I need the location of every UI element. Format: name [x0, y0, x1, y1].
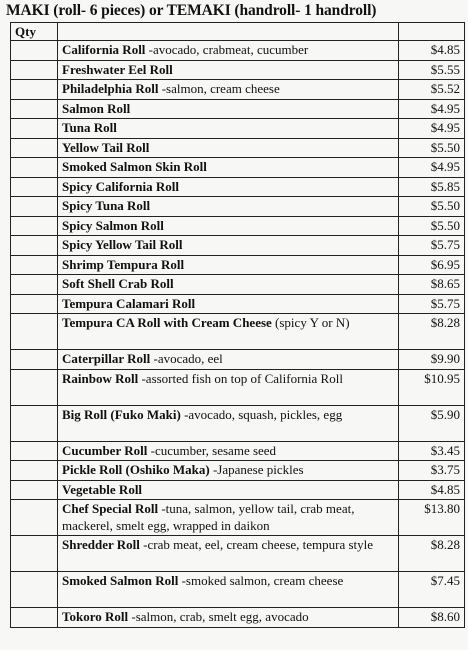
- item-cell: [58, 236, 399, 256]
- menu-item-row: [11, 216, 465, 236]
- menu-item-row: [11, 369, 465, 405]
- item-description: -salmon, crab, smelt egg, avocado: [128, 609, 309, 624]
- item-description: -avocado, squash, pickles, egg: [180, 406, 343, 422]
- qty-cell: [11, 255, 58, 275]
- item-price: $5.75: [399, 236, 465, 256]
- item-price: $5.52: [399, 80, 465, 100]
- item-price: $4.95: [399, 119, 465, 139]
- item-description: -tuna, salmon, yellow tail, crab meat, mackerel, smelt egg, wrapped in daikon: [62, 501, 355, 533]
- item-price: $7.45: [399, 572, 465, 608]
- item-cell: [58, 500, 399, 536]
- item-cell: [58, 138, 399, 158]
- item-cell: [58, 572, 399, 608]
- qty-header: Qty: [11, 23, 58, 41]
- item-cell: [58, 197, 399, 217]
- item-cell: [58, 275, 399, 295]
- item-name: Shrimp Tempura Roll: [62, 256, 185, 272]
- qty-cell: [11, 405, 58, 441]
- menu-item-row: [11, 294, 465, 314]
- item-header: [58, 23, 399, 41]
- item-name: Chef Special Roll: [62, 501, 159, 516]
- item-description: -salmon, cream cheese: [158, 81, 280, 96]
- item-cell: [58, 255, 399, 275]
- item-cell: [58, 99, 399, 119]
- price-header: [399, 23, 465, 41]
- qty-cell: [11, 197, 58, 217]
- item-cell: [58, 294, 399, 314]
- item-name: Caterpillar Roll: [62, 351, 151, 366]
- menu-item-row: [11, 350, 465, 370]
- menu-item-row: [11, 461, 465, 481]
- item-description: -cucumber, sesame seed: [147, 442, 277, 458]
- item-price: $6.95: [399, 255, 465, 275]
- item-name: Salmon Roll: [62, 100, 131, 116]
- item-price: $8.60: [399, 608, 465, 628]
- item-name: Spicy Yellow Tail Roll: [62, 237, 183, 252]
- qty-cell: [11, 216, 58, 236]
- qty-cell: [11, 350, 58, 370]
- item-description: -assorted fish on top of California Roll: [138, 370, 343, 386]
- item-cell: [58, 480, 399, 500]
- item-price: $4.85: [399, 41, 465, 61]
- item-cell: [58, 461, 399, 481]
- item-description: (spicy Y or N): [271, 315, 350, 330]
- qty-cell: [11, 480, 58, 500]
- item-price: $10.95: [399, 369, 465, 405]
- section-heading: MAKI (roll- 6 pieces) or TEMAKI (handroll- 1 handroll): [6, 2, 377, 19]
- item-name: Tokoro Roll: [62, 609, 129, 624]
- qty-cell: [11, 119, 58, 139]
- qty-cell: [11, 41, 58, 61]
- item-cell: [58, 80, 399, 100]
- qty-cell: [11, 60, 58, 80]
- item-price: $3.45: [399, 441, 465, 461]
- qty-cell: [11, 80, 58, 100]
- menu-item-row: [11, 500, 465, 536]
- item-cell: [58, 119, 399, 139]
- menu-item-row: [11, 41, 465, 61]
- menu-item-row: [11, 80, 465, 100]
- item-description: -avocado, crabmeat, cucumber: [145, 42, 309, 57]
- qty-cell: [11, 572, 58, 608]
- item-name: Cucumber Roll: [62, 442, 148, 458]
- menu-item-row: [11, 99, 465, 119]
- item-description: -crab meat, eel, cream cheese, tempura style: [139, 537, 374, 552]
- qty-cell: [11, 177, 58, 197]
- qty-cell: [11, 536, 58, 572]
- item-description: -smoked salmon, cream cheese: [178, 573, 344, 588]
- item-price: $5.50: [399, 138, 465, 158]
- item-name: Freshwater Eel Roll: [62, 61, 173, 77]
- menu-item-row: [11, 314, 465, 350]
- item-name: Tempura CA Roll with Cream Cheese: [62, 315, 272, 330]
- item-price: $4.85: [399, 480, 465, 500]
- item-name: Tempura Calamari Roll: [62, 295, 196, 311]
- menu-item-row: [11, 536, 465, 572]
- qty-cell: [11, 441, 58, 461]
- item-cell: [58, 405, 399, 441]
- item-name: Smoked Salmon Skin Roll: [62, 159, 207, 174]
- menu-rows: [11, 41, 465, 628]
- item-price: $9.90: [399, 350, 465, 370]
- qty-cell: [11, 294, 58, 314]
- item-price: $8.28: [399, 314, 465, 350]
- item-price: $8.65: [399, 275, 465, 295]
- item-price: $3.75: [399, 461, 465, 481]
- menu-item-row: [11, 177, 465, 197]
- item-name: Shredder Roll: [62, 537, 140, 552]
- item-name: Spicy Salmon Roll: [62, 217, 164, 233]
- item-price: $8.28: [399, 536, 465, 572]
- menu-item-row: [11, 608, 465, 628]
- item-cell: [58, 350, 399, 370]
- item-name: Yellow Tail Roll: [62, 139, 150, 155]
- item-name: Rainbow Roll: [62, 370, 139, 386]
- item-cell: [58, 216, 399, 236]
- item-name: Spicy Tuna Roll: [62, 198, 151, 213]
- menu-item-row: [11, 236, 465, 256]
- item-cell: [58, 369, 399, 405]
- item-price: $4.95: [399, 99, 465, 119]
- menu-item-row: [11, 480, 465, 500]
- item-name: Soft Shell Crab Roll: [62, 276, 174, 291]
- menu-item-row: [11, 275, 465, 295]
- qty-cell: [11, 138, 58, 158]
- item-price: $5.50: [399, 197, 465, 217]
- qty-cell: [11, 275, 58, 295]
- item-cell: [58, 441, 399, 461]
- menu-table: [10, 22, 465, 628]
- menu-item-row: [11, 255, 465, 275]
- item-cell: [58, 60, 399, 80]
- item-cell: [58, 158, 399, 178]
- qty-cell: [11, 314, 58, 350]
- qty-cell: [11, 158, 58, 178]
- menu-item-row: [11, 441, 465, 461]
- menu-item-row: [11, 119, 465, 139]
- item-price: $5.85: [399, 177, 465, 197]
- item-cell: [58, 177, 399, 197]
- item-price: $5.75: [399, 294, 465, 314]
- menu-item-row: [11, 138, 465, 158]
- item-cell: [58, 608, 399, 628]
- menu-item-row: [11, 197, 465, 217]
- item-name: Pickle Roll (Oshiko Maka): [62, 462, 210, 477]
- menu-item-row: [11, 158, 465, 178]
- item-name: Vegetable Roll: [62, 481, 143, 497]
- menu-item-row: [11, 405, 465, 441]
- item-cell: [58, 536, 399, 572]
- menu-item-row: [11, 572, 465, 608]
- qty-cell: [11, 369, 58, 405]
- qty-cell: [11, 99, 58, 119]
- qty-cell: [11, 236, 58, 256]
- qty-cell: [11, 461, 58, 481]
- item-price: $5.50: [399, 216, 465, 236]
- item-name: Philadelphia Roll: [62, 81, 159, 96]
- item-description: -Japanese pickles: [209, 462, 304, 477]
- item-price: $4.95: [399, 158, 465, 178]
- qty-cell: [11, 500, 58, 536]
- qty-cell: [11, 608, 58, 628]
- item-name: California Roll: [62, 42, 146, 57]
- item-name: Smoked Salmon Roll: [62, 573, 179, 588]
- header-row: [11, 23, 465, 41]
- item-price: $5.90: [399, 405, 465, 441]
- item-price: $5.55: [399, 60, 465, 80]
- item-cell: [58, 41, 399, 61]
- item-name: Spicy California Roll: [62, 178, 180, 194]
- item-price: $13.80: [399, 500, 465, 536]
- item-description: -avocado, eel: [150, 351, 223, 366]
- item-name: Big Roll (Fuko Maki): [62, 406, 181, 422]
- item-name: Tuna Roll: [62, 120, 117, 135]
- item-cell: [58, 314, 399, 350]
- menu-item-row: [11, 60, 465, 80]
